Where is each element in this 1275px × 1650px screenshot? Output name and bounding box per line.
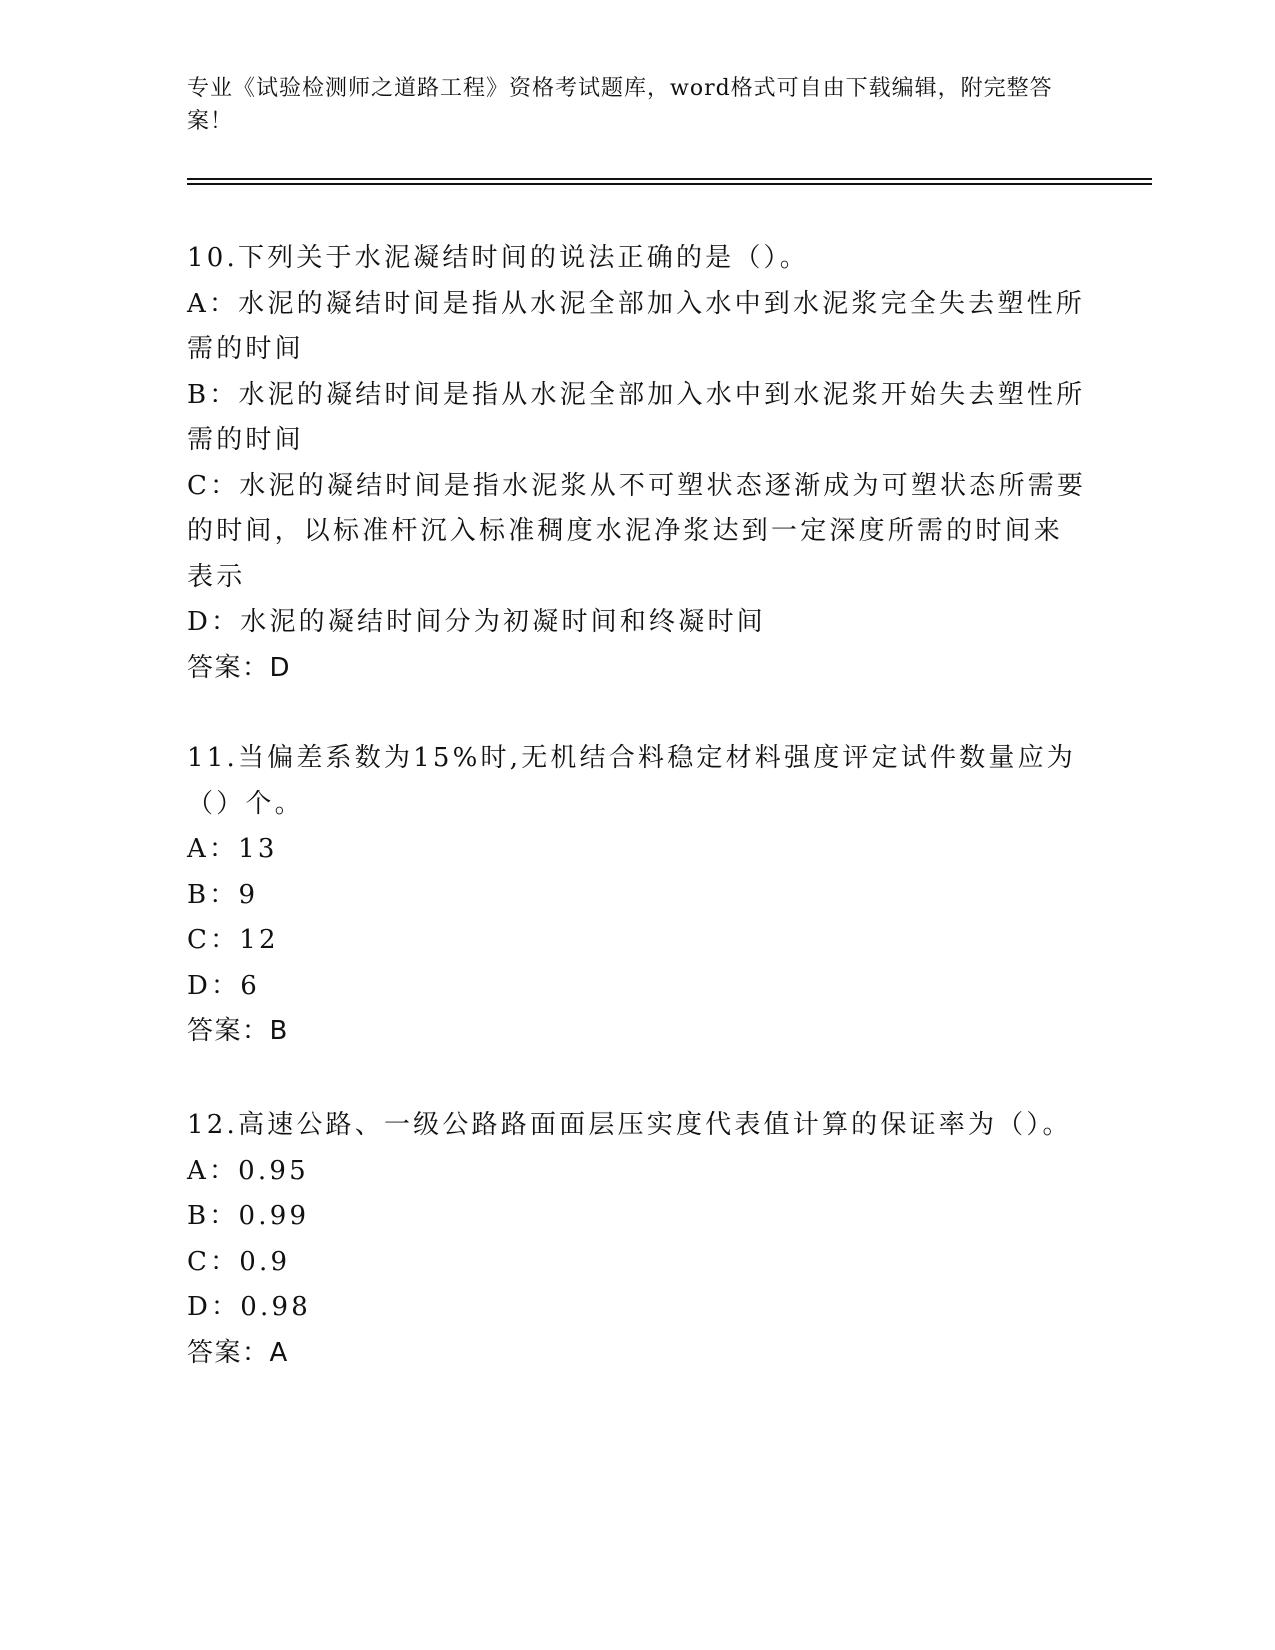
- question-12: [187, 1103, 1087, 1376]
- question-stem: 12.高速公路、一级公路路面面层压实度代表值计算的保证率为（）。: [187, 1110, 1072, 1140]
- option-d: D：0.98: [187, 1292, 311, 1322]
- answer: 答案：B: [187, 1016, 289, 1046]
- answer: 答案：A: [187, 1337, 289, 1368]
- header-divider-bottom: [187, 183, 1152, 185]
- option-b: B：水泥的凝结时间是指从水泥全部加入水中到水泥浆开始失去塑性所需的时间: [187, 379, 1086, 455]
- answer: 答案：D: [187, 652, 292, 683]
- option-c: C：0.9: [187, 1246, 291, 1277]
- option-a: A：0.95: [187, 1155, 309, 1186]
- option-c: C：12: [187, 925, 279, 955]
- option-a: A：水泥的凝结时间是指从水泥全部加入水中到水泥浆完全失去塑性所需的时间: [187, 288, 1085, 364]
- option-b: B：0.99: [187, 1201, 310, 1231]
- question-stem: 10.下列关于水泥凝结时间的说法正确的是（）。: [187, 243, 809, 273]
- option-c: C：水泥的凝结时间是指水泥浆从不可塑状态逐渐成为可塑状态所需要的时间，以标准杆沉入标准稠度水泥净浆达到一定深度所需的时间来表示: [187, 470, 1087, 592]
- question-10: [187, 236, 1087, 691]
- option-d: D：水泥的凝结时间分为初凝时间和终凝时间: [187, 607, 766, 637]
- document-header: 专业《试验检测师之道路工程》资格考试题库，word格式可自由下载编辑，附完整答案！: [187, 76, 1053, 134]
- question-11: [187, 736, 1087, 1055]
- header-divider-top: [187, 178, 1152, 180]
- option-b: B：9: [187, 879, 259, 910]
- option-a: A：13: [187, 834, 278, 864]
- question-stem: 11.当偏差系数为15%时,无机结合料稳定材料强度评定试件数量应为（）个。: [187, 743, 1077, 819]
- option-d: D：6: [187, 970, 260, 1001]
